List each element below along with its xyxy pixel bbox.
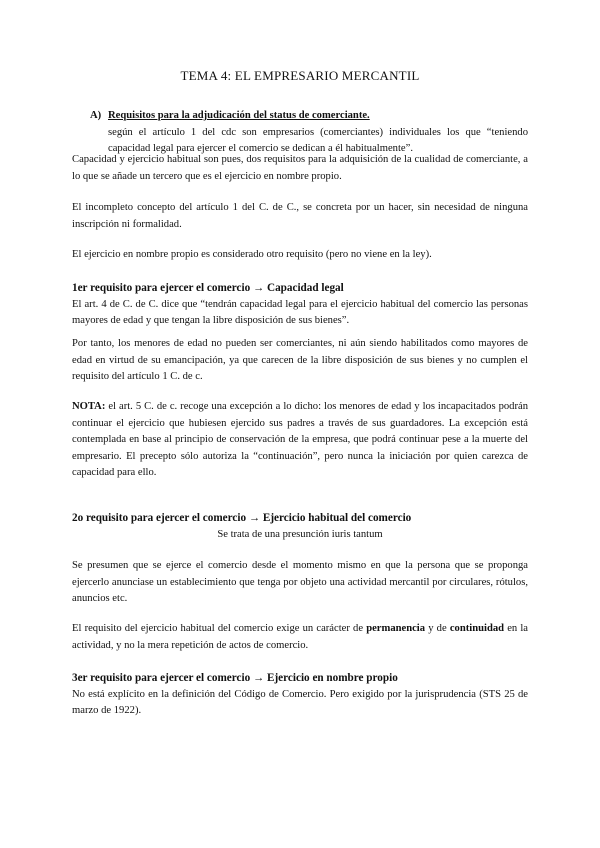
document-title: TEMA 4: EL EMPRESARIO MERCANTIL: [180, 68, 420, 83]
habitual-permanencia: permanencia: [366, 623, 426, 634]
requisito-2: [72, 510, 528, 543]
requisito-3-heading: 3er requisito para ejercer el comercio → Ejercicio en nombre propio: [72, 672, 398, 684]
paragraph-nombre-propio: El ejercicio en nombre propio es considerado otro requisito (pero no viene en la ley).: [72, 249, 432, 260]
habitual-continuidad: continuidad: [449, 623, 505, 634]
habitual-text-a: El requisito del ejercicio habitual del comercio exige un carácter de: [72, 623, 367, 634]
nota-label: NOTA:: [72, 401, 106, 412]
section-a-heading-line: [90, 108, 528, 125]
habitual-text-d: en la actividad, y no la mera repetición de actos de comercio.: [72, 623, 528, 651]
requisito-1-heading: 1er requisito para ejercer el comercio → Capacidad legal: [72, 282, 344, 294]
paragraph-habitual: [72, 621, 528, 654]
section-a-heading: Requisitos para la adjudicación del status de comerciante.: [108, 110, 370, 121]
paragraph-menores: Por tanto, los menores de edad no pueden ser comerciantes, ni aún siendo habilitados como mayores de edad en virtud de su emancipación, ya que carecen de la libre disposición de sus bienes y no cumplen el requisito del artículo 1 C. de c.: [72, 338, 528, 383]
paragraph-presuncion: Se presumen que se ejerce el comercio desde el momento mismo en que la persona que se proponga ejercerlo anunciase un establecimiento que tenga por objeto una actividad mercantil por circulares, rótulos, anuncios etc.: [72, 560, 528, 605]
requisito-1: [72, 280, 528, 330]
paragraph-capacidad: Capacidad y ejercicio habitual son pues, dos requisitos para la adquisición de la cualidad de comerciante, a lo que se añade un tercero que es el ejercicio en nombre propio.: [72, 154, 528, 182]
habitual-text-c: y de: [425, 623, 450, 634]
requisito-3: [72, 670, 528, 720]
nota-paragraph: [72, 399, 528, 482]
section-a-label: A): [90, 110, 102, 121]
requisito-1-body: El art. 4 de C. de C. dice que “tendrán capacidad legal para el ejercicio habitual del comercio las personas mayores de edad y que tengan la libre disposición de sus bienes”.: [72, 298, 528, 327]
requisito-2-heading: 2o requisito para ejercer el comercio → Ejercicio habitual del comercio: [72, 512, 412, 524]
requisito-3-body: No está explícito en la definición del Código de Comercio. Pero exigido por la jurisprudencia (STS 25 de marzo de 1922).: [72, 688, 528, 717]
section-a: [90, 108, 528, 158]
nota-text: el art. 5 C. de c. recoge una excepción a lo dicho: los menores de edad y los incapacitados podrán continuar el ejercicio que hubiesen ejercido sus padres a través de sus guardadores. La excepción está contemplada en base al principio de conservación de la empresa, que podrá continuar pese a la muerte del empresario. El precepto sólo autoriza la “continuación”, pero nunca la iniciación por quien carezca de capacidad para ello.: [72, 401, 528, 479]
section-a-body: según el artículo 1 del cdc son empresarios (comerciantes) individuales los que “teniendo capacidad legal para ejercer el comercio se dedican a él habitualmente”.: [108, 126, 528, 155]
requisito-2-subtitle: Se trata de una presunción iuris tantum: [217, 528, 383, 540]
paragraph-concepto: El incompleto concepto del artículo 1 del C. de C., se concreta por un hacer, sin necesidad de ninguna inscripción ni formalidad.: [72, 202, 528, 230]
